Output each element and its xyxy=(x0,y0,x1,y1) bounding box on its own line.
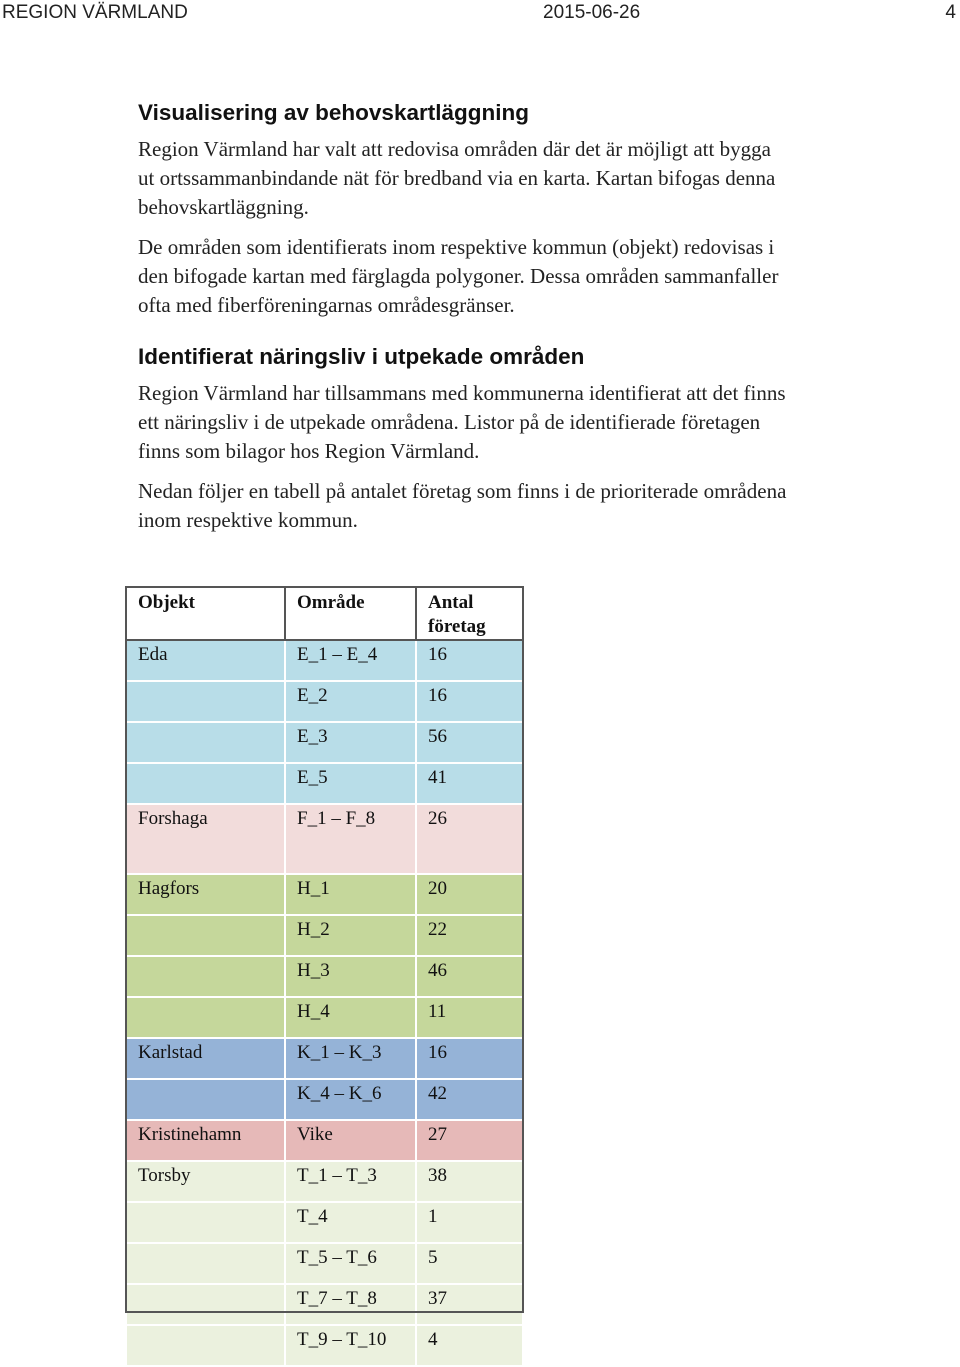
cell-antal: 11 xyxy=(416,997,523,1038)
cell-omrade: E_3 xyxy=(285,722,416,763)
paragraph-visualisering-1 xyxy=(138,135,928,222)
cell-antal: 22 xyxy=(416,915,523,956)
col-header-antal-line1: Antal xyxy=(428,592,474,613)
col-header-antal xyxy=(416,587,523,640)
cell-omrade: T_5 – T_6 xyxy=(285,1243,416,1284)
cell-antal: 26 xyxy=(416,804,523,874)
cell-objekt xyxy=(126,956,285,997)
cell-objekt: Eda xyxy=(126,640,285,681)
table-row xyxy=(126,1325,523,1366)
cell-objekt xyxy=(126,681,285,722)
cell-objekt: Kristinehamn xyxy=(126,1120,285,1161)
cell-omrade: Vike xyxy=(285,1120,416,1161)
cell-objekt: Forshaga xyxy=(126,804,285,874)
cell-omrade: E_5 xyxy=(285,763,416,804)
section-heading-visualisering: Visualisering av behovskartläggning xyxy=(138,100,529,125)
cell-omrade: H_2 xyxy=(285,915,416,956)
cell-omrade: T_9 – T_10 xyxy=(285,1325,416,1366)
table-row xyxy=(126,1284,523,1325)
text-line: den bifogade kartan med färglagda polygoner. Dessa områden sammanfaller xyxy=(138,264,779,288)
cell-antal: 37 xyxy=(416,1284,523,1325)
page-number: 4 xyxy=(945,2,956,23)
cell-antal: 16 xyxy=(416,681,523,722)
section-heading-naringsliv: Identifierat näringsliv i utpekade områden xyxy=(138,344,585,369)
cell-omrade: E_2 xyxy=(285,681,416,722)
text-line: Region Värmland har tillsammans med kommunerna identifierat att det finns xyxy=(138,381,786,405)
table-row xyxy=(126,1202,523,1243)
cell-omrade: T_1 – T_3 xyxy=(285,1161,416,1202)
col-header-antal-line2: företag xyxy=(428,616,486,637)
table-row xyxy=(126,763,523,804)
text-line: behovskartläggning. xyxy=(138,195,309,219)
cell-objekt: Torsby xyxy=(126,1161,285,1202)
table-row xyxy=(126,874,523,915)
foretag-table xyxy=(125,586,524,1367)
table-row xyxy=(126,640,523,681)
header-date: 2015-06-26 xyxy=(543,2,641,23)
cell-objekt xyxy=(126,1325,285,1366)
cell-omrade: K_1 – K_3 xyxy=(285,1038,416,1079)
cell-objekt xyxy=(126,1243,285,1284)
cell-antal: 56 xyxy=(416,722,523,763)
cell-objekt xyxy=(126,1202,285,1243)
col-header-objekt: Objekt xyxy=(126,587,285,640)
cell-antal: 38 xyxy=(416,1161,523,1202)
text-line: De områden som identifierats inom respektive kommun (objekt) redovisas i xyxy=(138,235,775,259)
text-line: ofta med fiberföreningarnas områdesgränser. xyxy=(138,293,515,317)
cell-objekt xyxy=(126,722,285,763)
cell-antal: 27 xyxy=(416,1120,523,1161)
cell-omrade: H_1 xyxy=(285,874,416,915)
table-row xyxy=(126,1161,523,1202)
text-line: ett näringsliv i de utpekade områdena. Listor på de identifierade företagen xyxy=(138,410,761,434)
cell-omrade: K_4 – K_6 xyxy=(285,1079,416,1120)
cell-antal: 41 xyxy=(416,763,523,804)
table-row xyxy=(126,1079,523,1120)
table-row xyxy=(126,997,523,1038)
text-line: inom respektive kommun. xyxy=(138,508,358,532)
cell-omrade: E_1 – E_4 xyxy=(285,640,416,681)
header-org: REGION VÄRMLAND xyxy=(2,2,188,23)
cell-objekt: Hagfors xyxy=(126,874,285,915)
table-row xyxy=(126,722,523,763)
cell-omrade: T_7 – T_8 xyxy=(285,1284,416,1325)
cell-omrade: H_4 xyxy=(285,997,416,1038)
table-row xyxy=(126,915,523,956)
text-line: ut ortssammanbindande nät för bredband via en karta. Kartan bifogas denna xyxy=(138,166,776,190)
table-header-row xyxy=(126,587,523,640)
cell-antal: 16 xyxy=(416,640,523,681)
table-row xyxy=(126,1243,523,1284)
paragraph-naringsliv-1 xyxy=(138,379,928,466)
cell-antal: 46 xyxy=(416,956,523,997)
cell-objekt xyxy=(126,1284,285,1325)
text-line: finns som bilagor hos Region Värmland. xyxy=(138,439,480,463)
cell-objekt xyxy=(126,763,285,804)
table-row xyxy=(126,681,523,722)
cell-antal: 16 xyxy=(416,1038,523,1079)
cell-antal: 1 xyxy=(416,1202,523,1243)
cell-antal: 4 xyxy=(416,1325,523,1366)
paragraph-naringsliv-2 xyxy=(138,477,928,535)
text-line: Region Värmland har valt att redovisa områden där det är möjligt att bygga xyxy=(138,137,771,161)
table-row xyxy=(126,804,523,874)
cell-objekt xyxy=(126,997,285,1038)
cell-omrade: H_3 xyxy=(285,956,416,997)
paragraph-visualisering-2 xyxy=(138,233,928,320)
cell-omrade: F_1 – F_8 xyxy=(285,804,416,874)
cell-antal: 42 xyxy=(416,1079,523,1120)
cell-objekt: Karlstad xyxy=(126,1038,285,1079)
cell-antal: 20 xyxy=(416,874,523,915)
cell-objekt xyxy=(126,1079,285,1120)
cell-antal: 5 xyxy=(416,1243,523,1284)
cell-omrade: T_4 xyxy=(285,1202,416,1243)
cell-objekt xyxy=(126,915,285,956)
table-row xyxy=(126,1120,523,1161)
page-header xyxy=(0,2,960,28)
table-row xyxy=(126,1038,523,1079)
table-row xyxy=(126,956,523,997)
text-line: Nedan följer en tabell på antalet företag som finns i de prioriterade områdena xyxy=(138,479,787,503)
col-header-omrade: Område xyxy=(285,587,416,640)
